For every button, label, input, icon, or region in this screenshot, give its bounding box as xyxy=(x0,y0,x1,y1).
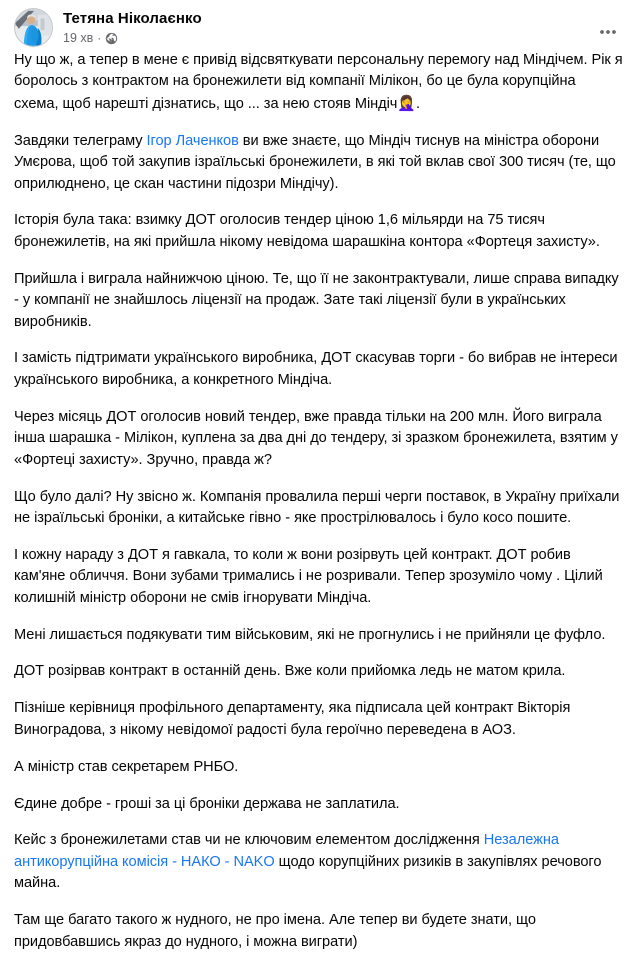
author-name[interactable]: Тетяна Ніколаєнко xyxy=(63,10,202,27)
post-text: Історія була така: взимку ДОТ оголосив тендер ціною 1,6 мільярди на 75 тисяч бронежилетів, на які прийшла нікому невідома шарашкіна контора «Фортеця захисту». xyxy=(14,212,600,250)
post-text: Через місяць ДОТ оголосив новий тендер, вже правда тільки на 200 млн. Його виграла інша шарашка - Мілікон, куплена за два дні до тендеру, зі зразком бронежилета, взятим у «Фортеці захисту». Зручно, правда ж? xyxy=(14,408,618,468)
post-link[interactable]: Незалежна антикорупційна комісія - НАКО - NAKO xyxy=(14,832,559,870)
post-text: ДОТ розірвав контракт в останній день. Вже коли прийомка ледь не матом крила. xyxy=(14,663,566,680)
post-paragraph xyxy=(14,794,624,815)
post-text: І замість підтримати українського виробника, ДОТ скасував торги - бо вибрав не інтереси українського виробника, а конкретного Міндіча. xyxy=(14,350,618,388)
post-paragraph xyxy=(14,661,624,682)
post-text: Ну що ж, а тепер в мене є привід відсвяткувати персональну перемогу над Міндічем. Рік я боролось з контрактом на бронежилети від компанії Мілікон, бо це була корупційна схема, щоб нарешті дізнатись, що ... за нею стояв Міндіч xyxy=(14,52,623,112)
post-paragraph xyxy=(14,210,624,253)
post-paragraph xyxy=(14,625,624,646)
post-paragraph xyxy=(14,698,624,741)
post-text: Що було далі? Ну звісно ж. Компанія провалила перші черги поставок, в Україну приїхали не ізраїльські броніки, а китайське гівно - яке прострілювалось і було косо пошите. xyxy=(14,488,620,526)
timestamp[interactable]: 19 хв xyxy=(63,31,94,45)
post-text: Єдине добре - гроші за ці броніки держава не заплатила. xyxy=(14,795,400,812)
post-paragraph xyxy=(14,757,624,778)
ellipsis-icon xyxy=(598,22,618,42)
post-link[interactable]: Ігор Лаченков xyxy=(146,132,239,149)
avatar[interactable] xyxy=(14,8,53,47)
post-text: ви вже знаєте, що Міндіч тиснув на міністра оборони Умєрова, щоб той закупив ізраїльські бронежилети, в які той вклав свої 300 тисяч (те, що оприлюднено, це скан частини підозри Міндічу). xyxy=(14,132,616,192)
post-options-button[interactable] xyxy=(592,16,624,48)
facepalm-emoji-icon: 🤦‍♀️ xyxy=(397,93,416,112)
post-text: Мені лишається подякувати тим військовим, які не прогнулись і не прийняли це фуфло. xyxy=(14,626,606,643)
post-paragraph xyxy=(14,131,624,195)
post-header xyxy=(0,0,638,48)
globe-icon[interactable] xyxy=(105,32,118,45)
profile-photo-image xyxy=(15,9,52,46)
post-text: А міністр став секретарем РНБО. xyxy=(14,758,239,775)
post-text: . xyxy=(416,95,421,112)
post-text: Прийшла і виграла найнижчою ціною. Те, що її не законтрактували, лише справа випадку - у компанії не знайшлось ліцензії на продаж. Зате такі ліцензії були в українських виробників. xyxy=(14,270,619,330)
post-text: І кожну нараду з ДОТ я гавкала, то коли ж вони розірвуть цей контракт. ДОТ робив кам'яне обличчя. Вони зубами тримались і не розривали. Тепер зрозуміло чому . Цілий колишній міністр оборони не смів ігнорувати Міндіча. xyxy=(14,546,603,606)
post-text: Там ще багато такого ж нудного, не про імена. Але тепер ви будете знати, що придовбавшись якраз до нудного, і можна виграти) xyxy=(14,912,536,950)
post-text: Завдяки телеграму xyxy=(14,132,147,149)
post-paragraph xyxy=(14,50,624,115)
post-paragraph xyxy=(14,348,624,391)
post-text: щодо корупційних ризиків в закупівлях речового майна. xyxy=(14,853,602,892)
post-paragraph xyxy=(14,545,624,609)
post-text: Пізніше керівниця профільного департаменту, яка підписала цей контракт Вікторія Виноградова, з нікому невідомої радості була героїчно переведена в АОЗ. xyxy=(14,700,571,738)
post-paragraph xyxy=(14,269,624,333)
post-paragraph xyxy=(14,407,624,471)
post-paragraph xyxy=(14,487,624,530)
post-text: Кейс з бронежилетами став чи не ключовим елементом дослідження xyxy=(14,832,484,849)
post-submeta xyxy=(63,30,202,46)
post-meta xyxy=(63,8,202,46)
post-paragraph xyxy=(14,830,624,894)
meta-separator: · xyxy=(97,31,102,45)
post-paragraph xyxy=(14,910,624,953)
post-text-body xyxy=(0,48,638,953)
